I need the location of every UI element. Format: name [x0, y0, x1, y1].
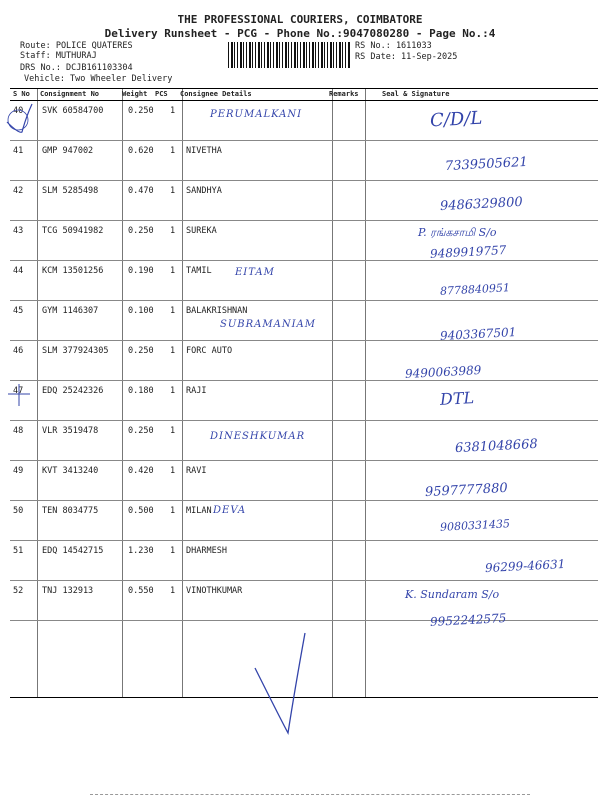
table-row [10, 221, 598, 261]
document-subtitle: Delivery Runsheet - PCG - Phone No.:9047080280 - Page No.:4 [104, 27, 496, 40]
staff-label: Staff: MUTHURAJ [20, 51, 97, 61]
row-signature: 8778840951 [439, 281, 511, 298]
row-signature: 7339505621 [444, 154, 529, 175]
row-consignment: EDQ 25242326 [42, 386, 104, 396]
row-weight: 0.190 [128, 266, 154, 276]
row-consignee: RAJI [186, 386, 207, 396]
row-consignee: NIVETHA [186, 146, 222, 156]
row-consignment: TCG 50941982 [42, 226, 104, 236]
row-weight: 0.250 [128, 226, 154, 236]
col-weight: Weight [122, 90, 148, 98]
row-consignee: SUREKA [186, 226, 217, 236]
row-weight: 0.250 [128, 106, 154, 116]
tick-icon [4, 380, 34, 410]
footer-line [90, 794, 530, 795]
col-seal: Seal & Signature [382, 90, 450, 98]
row-consignment: KCM 13501256 [42, 266, 104, 276]
row-signature: 9597777880 [424, 480, 509, 501]
col-sno: S No [13, 90, 30, 98]
row-sno: 41 [13, 146, 24, 156]
row-pcs: 1 [170, 466, 176, 476]
row-weight: 0.180 [128, 386, 154, 396]
row-consignee: MILAN [186, 506, 212, 516]
row-consignment: VLR 3519478 [42, 426, 99, 436]
row-sno: 42 [13, 186, 24, 196]
table-row [10, 341, 598, 381]
row-sno: 44 [13, 266, 24, 276]
route-label: Route: POLICE QUATERES [20, 41, 133, 51]
row-consignment: GYM 1146307 [42, 306, 99, 316]
row-signature: 96299-46631 [484, 556, 566, 576]
row-sno: 51 [13, 546, 24, 556]
table-row [10, 461, 598, 501]
table-row [10, 581, 598, 629]
row-handwritten-name: PERUMALKANI [210, 109, 303, 120]
row-consignee: VINOTHKUMAR [186, 586, 243, 596]
row-weight: 1.230 [128, 546, 154, 556]
row-sno: 47 [13, 386, 24, 396]
row-signature: 9486329800 [439, 194, 524, 215]
row-pcs: 1 [170, 546, 176, 556]
rs-date: RS Date: 11-Sep-2025 [355, 52, 458, 62]
row-handwritten-name: SUBRAMANIAM [220, 319, 316, 330]
row-weight: 0.420 [128, 466, 154, 476]
tick-icon [4, 102, 34, 138]
row-weight: 0.470 [128, 186, 154, 196]
row-signature: 9403367501 [439, 325, 517, 343]
row-weight: 0.250 [128, 426, 154, 436]
row-consignment: SLM 5285498 [42, 186, 99, 196]
row-sno: 52 [13, 586, 24, 596]
row-signature: 9952242575 [429, 611, 507, 629]
row-sno: 49 [13, 466, 24, 476]
row-consignment: EDQ 14542715 [42, 546, 104, 556]
row-sno: 43 [13, 226, 24, 236]
relation-note-row52: K. Sundaram S/o [405, 588, 500, 601]
table-row [10, 501, 598, 541]
table-row [10, 541, 598, 581]
col-consignee: Consignee Details [180, 90, 252, 98]
col-consignment: Consignment No [40, 90, 100, 98]
row-weight: 0.500 [128, 506, 154, 516]
row-handwritten-name: EITAM [235, 267, 275, 278]
drs-number: DRS No.: DCJB161103304 [20, 63, 133, 73]
table-row [10, 301, 598, 341]
row-weight: 0.550 [128, 586, 154, 596]
row-weight: 0.620 [128, 146, 154, 156]
row-pcs: 1 [170, 226, 176, 236]
table-row [10, 261, 598, 301]
table-header [10, 89, 598, 101]
table-row [10, 141, 598, 181]
row-consignee: BALAKRISHNAN [186, 306, 248, 316]
row-consignment: SLM 377924305 [42, 346, 109, 356]
vehicle-label: Vehicle: Two Wheeler Delivery [24, 74, 173, 84]
row-weight: 0.100 [128, 306, 154, 316]
row-pcs: 1 [170, 266, 176, 276]
row-pcs: 1 [170, 426, 176, 436]
row-pcs: 1 [170, 506, 176, 516]
row-sno: 45 [13, 306, 24, 316]
row-signature: 9080331435 [439, 517, 511, 534]
table-row [10, 181, 598, 221]
rs-number: RS No.: 1611033 [355, 41, 432, 51]
row-consignment: SVK 60584700 [42, 106, 104, 116]
row-pcs: 1 [170, 306, 176, 316]
row-consignment: TNJ 132913 [42, 586, 94, 596]
row-pcs: 1 [170, 186, 176, 196]
row-consignee: SANDHYA [186, 186, 222, 196]
table-row [10, 421, 598, 461]
row-signature: C/D/L [429, 107, 483, 132]
row-consignment: GMP 947002 [42, 146, 94, 156]
row-sno: 40 [13, 106, 24, 116]
row-sno: 50 [13, 506, 24, 516]
row-consignee: TAMIL [186, 266, 212, 276]
row-signature: 6381048668 [454, 436, 539, 457]
row-sno: 46 [13, 346, 24, 356]
row-sno: 48 [13, 426, 24, 436]
runsheet-table [10, 88, 598, 698]
relation-note-row43: P. ரங்கசாமி S/o [418, 226, 497, 239]
col-pcs: PCS [155, 90, 168, 98]
row-signature: 9489919757 [429, 243, 507, 261]
row-signature: 9490063989 [404, 363, 482, 381]
barcode [228, 42, 350, 68]
table-row [10, 101, 598, 141]
check-mark-icon [250, 628, 310, 738]
document-title: THE PROFESSIONAL COURIERS, COIMBATORE [177, 13, 423, 26]
row-consignee: DHARMESH [186, 546, 227, 556]
row-pcs: 1 [170, 346, 176, 356]
row-handwritten-name: DEVA [213, 505, 247, 516]
row-consignee: RAVI [186, 466, 207, 476]
row-pcs: 1 [170, 146, 176, 156]
row-handwritten-name: DINESHKUMAR [210, 431, 306, 442]
row-pcs: 1 [170, 386, 176, 396]
row-weight: 0.250 [128, 346, 154, 356]
col-remarks: Remarks [329, 90, 359, 98]
row-pcs: 1 [170, 106, 176, 116]
table-row [10, 381, 598, 421]
row-signature: DTL [439, 388, 475, 409]
row-consignment: TEN 8034775 [42, 506, 99, 516]
row-consignee: FORC AUTO [186, 346, 233, 356]
row-pcs: 1 [170, 586, 176, 596]
row-consignment: KVT 3413240 [42, 466, 99, 476]
